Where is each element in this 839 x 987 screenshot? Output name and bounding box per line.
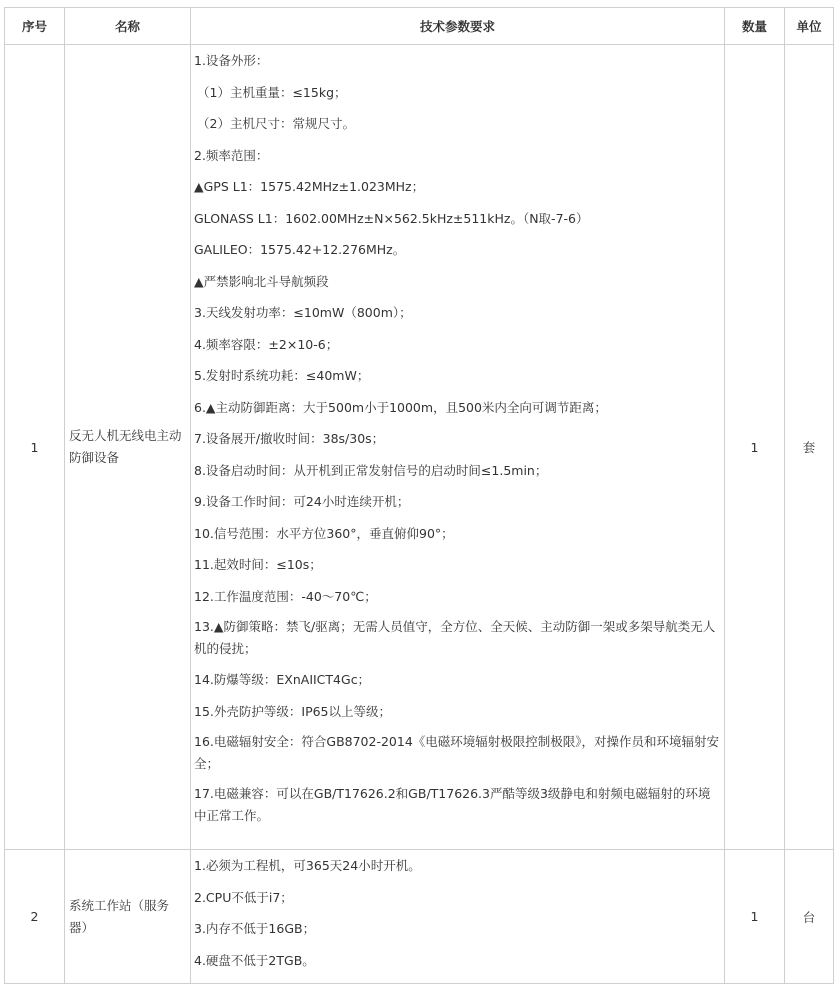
row-qty: 1: [725, 45, 785, 850]
param-line: 2.CPU不低于i7；: [194, 889, 293, 905]
table-row: [5, 45, 834, 850]
param-line: 3.内存不低于16GB；: [194, 921, 316, 936]
param-line: 8.设备启动时间：从开机到正常发射信号的启动时间≤1.5min；: [194, 462, 548, 478]
row-qty: 1: [725, 850, 785, 984]
param-line: 6.▲主动防御距离：大于500m小于1000m，且500米内全向可调节距离；: [194, 399, 607, 415]
header-qty: 数量: [725, 8, 785, 45]
param-line: 1.必须为工程机，可365天24小时开机。: [194, 858, 421, 873]
param-line: GALILEO：1575.42+12.276MHz。: [194, 242, 406, 257]
param-line: ▲GPS L1：1575.42MHz±1.023MHz；: [194, 179, 425, 194]
param-line: 4.硬盘不低于2TGB。: [194, 952, 315, 968]
row-unit: 套: [785, 45, 834, 850]
param-line: 17.电磁兼容：可以在GB/T17626.2和GB/T17626.3严酷等级3级静电和射频电磁辐射的环境中正常工作。: [194, 786, 711, 823]
param-line: 15.外壳防护等级：IP65以上等级；: [194, 703, 392, 719]
header-unit: 单位: [785, 8, 834, 45]
param-line: GLONASS L1：1602.00MHz±N×562.5kHz±511kHz。（N取-7-6）: [194, 210, 589, 226]
param-line: 12.工作温度范围：-40～70℃；: [194, 588, 377, 604]
row-params: [191, 45, 725, 850]
row-params: [191, 850, 725, 984]
param-line: 9.设备工作时间：可24小时连续开机；: [194, 494, 410, 509]
header-name: 名称: [65, 8, 191, 45]
param-line: 1.设备外形：: [194, 53, 269, 68]
row-name: 反无人机无线电主动防御设备: [65, 45, 191, 850]
param-line: （1）主机重量：≤15kg；: [197, 84, 347, 100]
row-unit: 台: [785, 850, 834, 984]
param-line: 16.电磁辐射安全：符合GB8702-2014《电磁环境辐射极限控制极限》，对操作员和环境辐射安全；: [194, 734, 720, 771]
param-line: 14.防爆等级：EXnAIICT4Gc；: [194, 672, 371, 687]
row-name: 系统工作站（服务器）: [65, 850, 191, 984]
header-seq: 序号: [5, 8, 65, 45]
spec-table: [4, 7, 834, 984]
table-row: [5, 850, 834, 984]
row-seq: 1: [5, 45, 65, 850]
param-line: 10.信号范围：水平方位360°，垂直俯仰90°；: [194, 525, 454, 541]
param-line: 2.频率范围：: [194, 147, 269, 163]
header-row: [5, 8, 834, 45]
param-line: 5.发射时系统功耗：≤40mW；: [194, 368, 370, 383]
param-line: ▲严禁影响北斗导航频段: [194, 273, 329, 289]
param-line: 4.频率容限：±2×10-6；: [194, 336, 339, 352]
param-line: 3.天线发射功率：≤10mW（800m）；: [194, 305, 412, 320]
row-seq: 2: [5, 850, 65, 984]
header-params: 技术参数要求: [191, 8, 725, 45]
param-line: （2）主机尺寸：常规尺寸。: [197, 116, 355, 131]
param-line: 7.设备展开/撤收时间：38s/30s；: [194, 431, 385, 446]
param-line: 11.起效时间：≤10s；: [194, 557, 322, 572]
param-line: 13.▲防御策略：禁飞/驱离；无需人员值守，全方位、全天候、主动防御一架或多架导航类无人机的侵扰；: [194, 619, 716, 656]
